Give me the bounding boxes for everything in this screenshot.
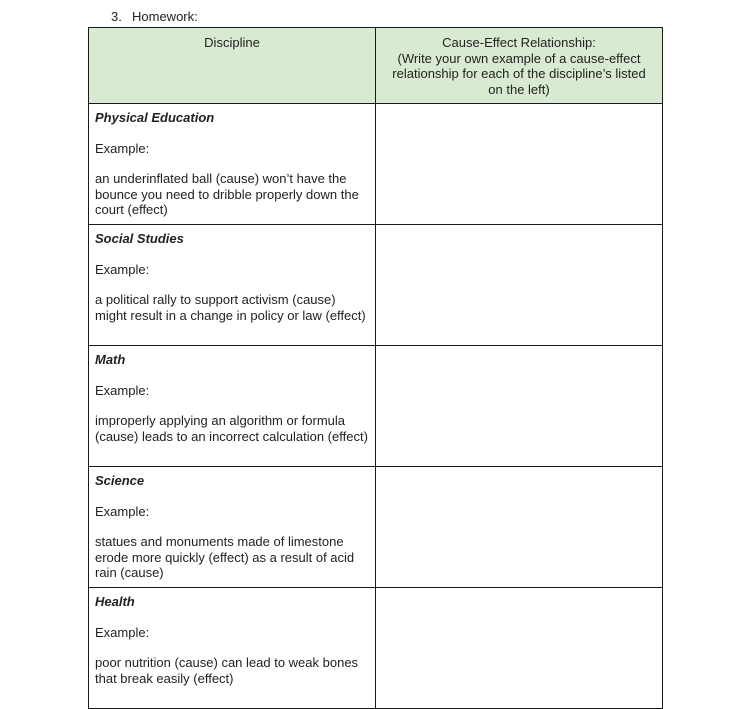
table-row xyxy=(89,467,663,588)
answer-cell-science[interactable] xyxy=(376,467,663,588)
table-row xyxy=(89,225,663,346)
example-text: statues and monuments made of limestone erode more quickly (effect) as a result of acid rain (cause) xyxy=(95,534,355,580)
discipline-title: Science xyxy=(95,473,145,488)
answer-cell-social-studies[interactable] xyxy=(376,225,663,346)
discipline-title: Physical Education xyxy=(95,110,215,125)
example-text: an underinflated ball (cause) won’t have the bounce you need to dribble properly down the court (effect) xyxy=(95,171,359,217)
example-label: Example: xyxy=(95,624,150,640)
homework-heading xyxy=(111,9,198,25)
answer-cell-health[interactable] xyxy=(376,588,663,709)
homework-number: 3. xyxy=(111,9,122,24)
example-text: poor nutrition (cause) can lead to weak bones that break easily (effect) xyxy=(95,655,359,686)
example-label: Example: xyxy=(95,503,150,519)
discipline-cell xyxy=(89,225,376,346)
example-label: Example: xyxy=(95,140,150,156)
discipline-cell xyxy=(89,467,376,588)
example-text: improperly applying an algorithm or formula (cause) leads to an incorrect calculation (effect) xyxy=(95,413,368,444)
relationship-header-title: Cause-Effect Relationship: xyxy=(442,35,596,50)
discipline-cell xyxy=(89,104,376,225)
example-label: Example: xyxy=(95,382,150,398)
table-row xyxy=(89,104,663,225)
discipline-title: Social Studies xyxy=(95,231,184,246)
discipline-cell xyxy=(89,346,376,467)
discipline-cell xyxy=(89,588,376,709)
example-text: a political rally to support activism (cause) might result in a change in policy or law (effect) xyxy=(95,292,366,323)
answer-cell-math[interactable] xyxy=(376,346,663,467)
table-header-row xyxy=(89,28,663,104)
answer-cell-physical-education[interactable] xyxy=(376,104,663,225)
discipline-header-cell xyxy=(89,28,376,104)
relationship-header-instructions: (Write your own example of a cause-effect relationship for each of the discipline’s listed on the left) xyxy=(392,50,646,97)
example-label: Example: xyxy=(95,261,150,277)
discipline-header: Discipline xyxy=(204,35,260,50)
homework-table xyxy=(88,27,663,709)
homework-label: Homework: xyxy=(132,9,198,24)
discipline-title: Math xyxy=(95,352,126,367)
table-row xyxy=(89,588,663,709)
relationship-header-cell xyxy=(376,28,663,104)
discipline-title: Health xyxy=(95,594,135,609)
table-row xyxy=(89,346,663,467)
